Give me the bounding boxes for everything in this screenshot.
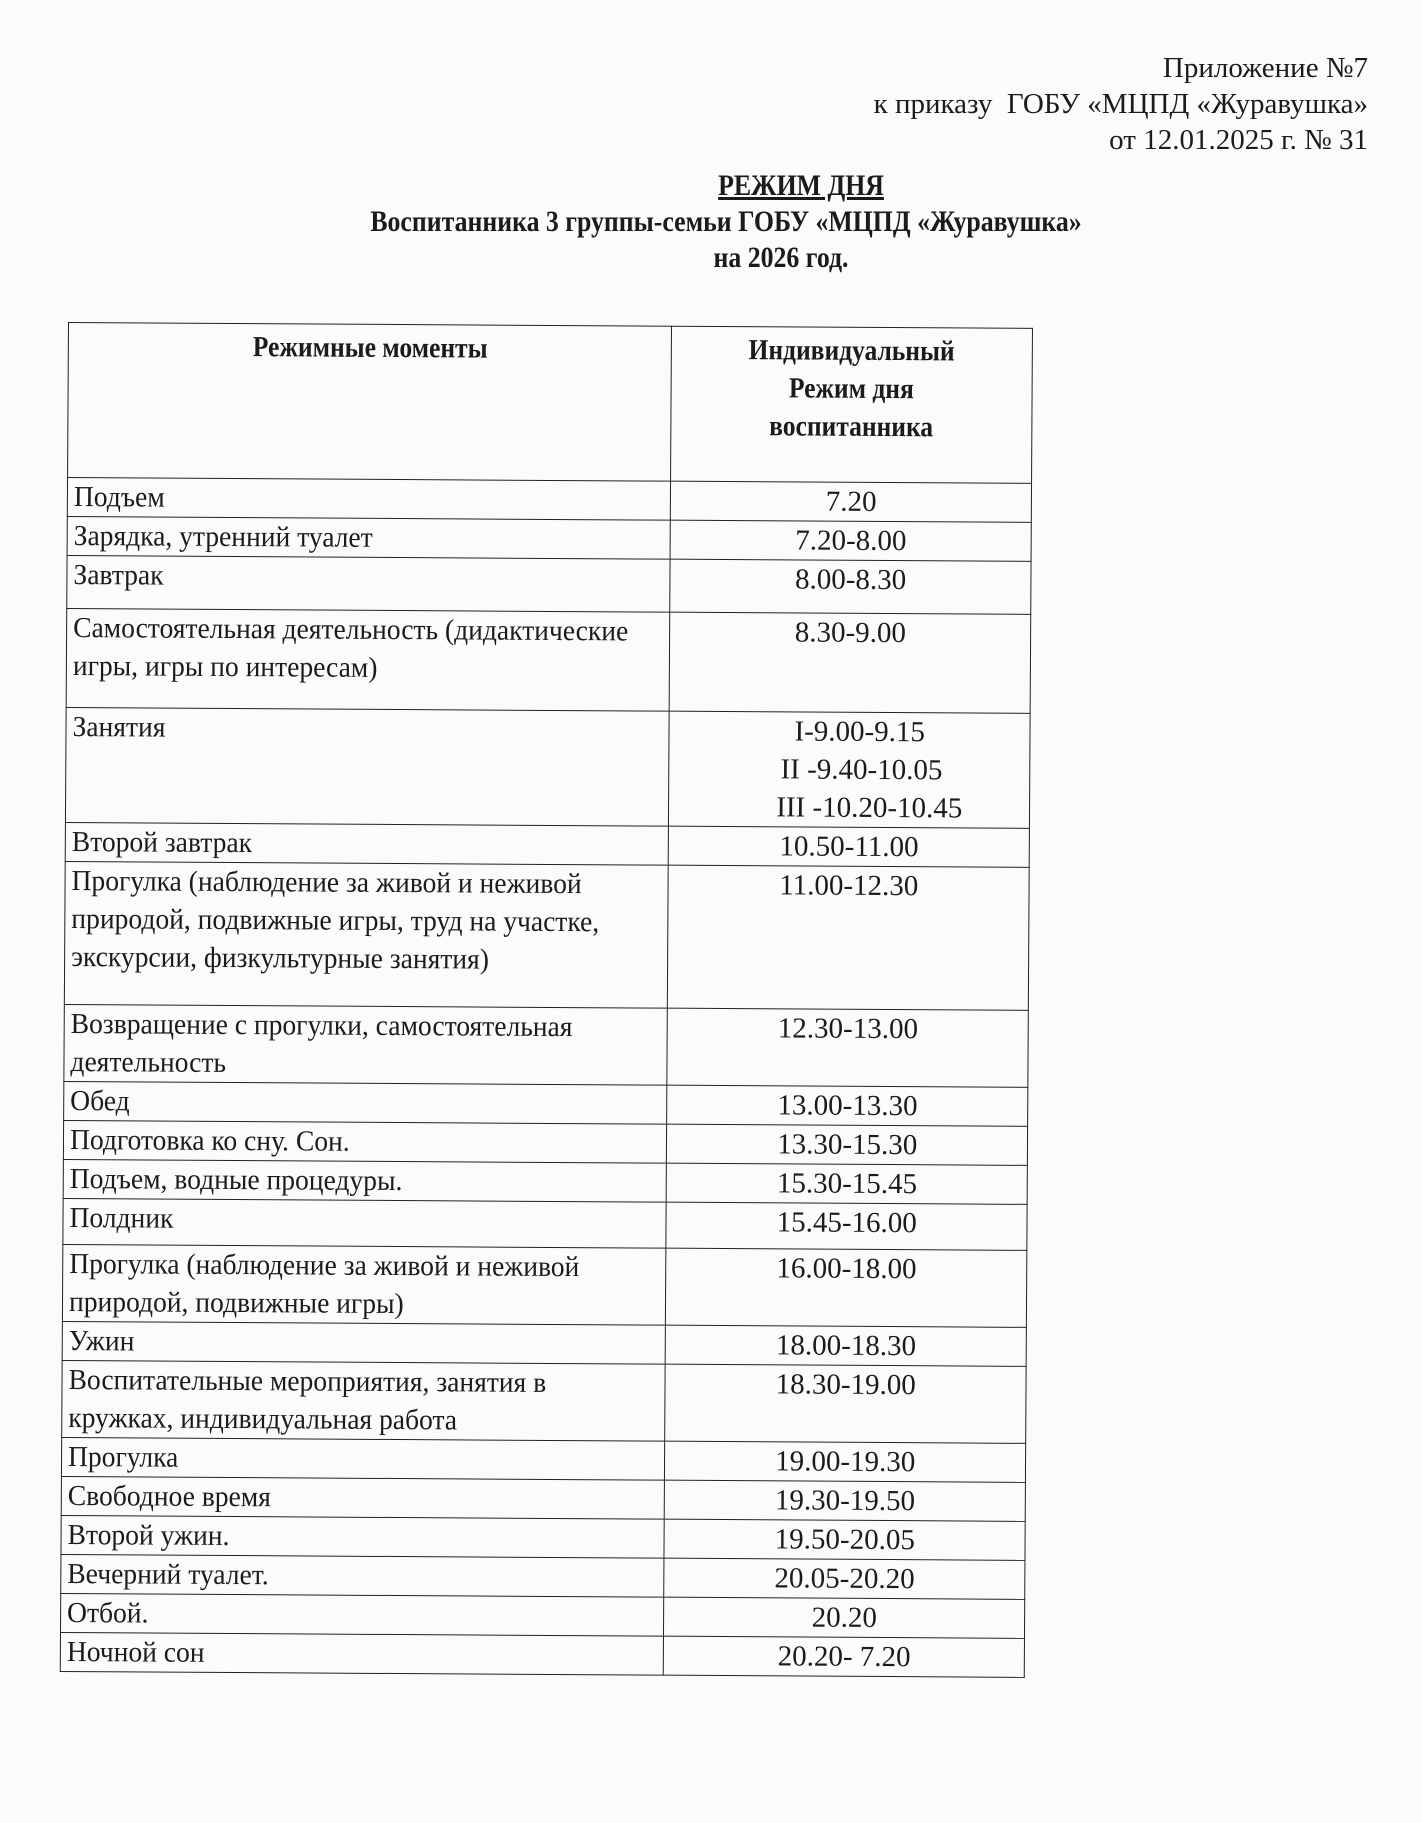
time-cell <box>669 826 1030 867</box>
table-row <box>61 1515 1025 1560</box>
activity-cell <box>61 1437 665 1480</box>
activity-text: Подъем, водные процедуры. <box>69 1163 403 1198</box>
activity-cell <box>67 478 671 521</box>
time-cell <box>668 865 1029 1010</box>
table-header-row <box>68 323 1033 484</box>
table-row <box>60 1632 1024 1677</box>
time-slot-line: I-9.00-9.15 <box>794 715 926 749</box>
table-row <box>62 1360 1026 1443</box>
time-cell <box>671 481 1032 522</box>
column-header-time-line1: Индивидуальный <box>748 334 956 368</box>
time-text: 8.30-9.00 <box>794 616 907 650</box>
time-cell <box>665 1441 1026 1482</box>
activity-text: Второй ужин. <box>67 1519 230 1553</box>
activity-cell <box>64 1081 668 1124</box>
time-text: 13.00-13.30 <box>777 1089 918 1123</box>
table-row <box>65 822 1029 867</box>
table-row <box>61 1437 1025 1482</box>
time-text: 7.20 <box>825 485 877 518</box>
activity-cell <box>65 822 669 865</box>
activity-cell <box>61 1476 665 1519</box>
column-header-activity-label: Режимные моменты <box>252 331 488 365</box>
table-row <box>64 861 1029 1010</box>
activity-cell <box>66 608 670 711</box>
time-text: 15.30-15.45 <box>776 1167 918 1201</box>
activity-cell <box>67 555 671 612</box>
activity-text: Возвращение с прогулки, самостоятельная деятельность <box>70 1008 573 1079</box>
time-text: 20.20- 7.20 <box>777 1640 911 1674</box>
activity-cell <box>63 1120 667 1163</box>
activity-cell <box>60 1632 664 1675</box>
time-text: 15.45-16.00 <box>776 1206 917 1240</box>
table-row <box>67 555 1031 614</box>
time-cell <box>666 1248 1027 1327</box>
activity-cell <box>67 516 671 559</box>
time-cell <box>667 1124 1028 1165</box>
activity-cell <box>63 1159 667 1202</box>
appendix-reference <box>874 50 1368 158</box>
time-cell <box>665 1364 1026 1443</box>
activity-cell <box>60 1593 664 1636</box>
activity-cell <box>61 1554 665 1597</box>
time-cell <box>669 711 1030 828</box>
time-text: 8.00-8.30 <box>794 563 907 597</box>
activity-cell <box>64 1004 668 1085</box>
table-row <box>64 1081 1028 1126</box>
time-cell <box>664 1519 1025 1560</box>
time-cell <box>665 1480 1026 1521</box>
time-text: 20.20 <box>811 1601 878 1634</box>
table-row <box>64 1004 1028 1087</box>
activity-text: Прогулка <box>67 1441 179 1474</box>
document-title: РЕЖИМ ДНЯ <box>718 169 884 202</box>
time-cell <box>666 1325 1027 1366</box>
table-row <box>63 1120 1027 1165</box>
activity-text: Зарядка, утренний туалет <box>73 520 373 554</box>
activity-cell <box>65 707 669 826</box>
time-cell <box>666 1202 1027 1250</box>
time-text: 12.30-13.00 <box>777 1012 919 1046</box>
daily-schedule-table <box>60 322 1033 1678</box>
time-cell <box>670 559 1031 614</box>
appendix-order: к приказу ГОБУ «МЦПД «Журавушка» <box>873 88 1368 120</box>
time-text: 16.00-18.00 <box>776 1252 917 1286</box>
table-row <box>63 1159 1027 1204</box>
table-row <box>61 1476 1025 1521</box>
time-text: 10.50-11.00 <box>779 830 919 864</box>
time-cell <box>664 1636 1025 1677</box>
table-row <box>67 516 1031 561</box>
time-text: 19.00-19.30 <box>775 1445 916 1479</box>
activity-text: Прогулка (наблюдение за живой и неживой природой, подвижные игры) <box>68 1248 580 1321</box>
table-row <box>62 1321 1026 1366</box>
activity-text: Полдник <box>69 1202 174 1235</box>
table-row <box>63 1198 1027 1250</box>
activity-text: Подготовка ко сну. Сон. <box>69 1124 350 1158</box>
activity-cell <box>63 1198 667 1248</box>
activity-text: Подъем <box>73 481 165 514</box>
table-row <box>60 1593 1024 1638</box>
activity-cell <box>62 1321 666 1364</box>
appendix-number: Приложение №7 <box>1162 52 1368 84</box>
activity-cell <box>62 1360 666 1441</box>
time-slot-line: III -10.20-10.45 <box>776 791 963 825</box>
activity-text: Воспитательные мероприятия, занятия в кружках, индивидуальная работа <box>68 1364 547 1437</box>
time-cell <box>667 1163 1028 1204</box>
time-cell <box>664 1597 1025 1638</box>
activity-text: Прогулка (наблюдение за живой и неживой природой, подвижные игры, труд на участке, экскурсии, физкультурные занятия) <box>71 865 600 976</box>
activity-text: Свободное время <box>67 1480 271 1514</box>
activity-text: Второй завтрак <box>71 826 253 860</box>
table-row <box>66 608 1031 713</box>
activity-cell <box>61 1515 665 1558</box>
time-cell <box>667 1008 1028 1087</box>
time-text: 13.30-15.30 <box>777 1128 918 1162</box>
column-header-time-line2: Режим дня <box>789 372 915 406</box>
column-header-activity <box>68 323 672 482</box>
table-row <box>65 707 1030 828</box>
activity-text: Ночной сон <box>66 1636 205 1669</box>
time-text: 18.30-19.00 <box>775 1368 916 1402</box>
document-subtitle: Воспитанника 3 группы-семьи ГОБУ «МЦПД «Журавушка» <box>370 205 1082 238</box>
time-cell <box>664 1558 1025 1599</box>
time-cell <box>671 520 1032 561</box>
column-header-time <box>671 326 1032 483</box>
time-slot-line: II -9.40-10.05 <box>780 753 943 787</box>
activity-text: Занятия <box>72 711 166 744</box>
document-year: на 2026 год. <box>713 241 849 274</box>
activity-text: Отбой. <box>67 1597 149 1630</box>
column-header-time-line3: воспитанника <box>769 410 934 444</box>
time-text: 19.30-19.50 <box>774 1484 916 1518</box>
activity-text: Вечерний туалет. <box>67 1558 269 1592</box>
activity-text: Обед <box>70 1085 130 1118</box>
activity-text: Завтрак <box>73 559 164 592</box>
activity-cell <box>62 1244 666 1325</box>
activity-text: Ужин <box>68 1325 135 1358</box>
table-row <box>61 1554 1025 1599</box>
time-cell <box>667 1085 1028 1126</box>
document-title-block <box>0 168 1422 276</box>
time-text: 18.00-18.30 <box>775 1329 917 1363</box>
table-row <box>67 478 1031 523</box>
activity-text: Самостоятельная деятельность (дидактические игры, игры по интересам) <box>72 612 629 684</box>
time-text: 20.05-20.20 <box>774 1562 915 1596</box>
time-cell <box>670 612 1031 713</box>
time-text: 19.50-20.05 <box>774 1523 915 1557</box>
table-row <box>62 1244 1026 1327</box>
appendix-date: от 12.01.2025 г. № 31 <box>1109 124 1368 156</box>
activity-cell <box>64 861 668 1008</box>
time-text: 11.00-12.30 <box>779 869 919 903</box>
time-text: 7.20-8.00 <box>795 524 907 558</box>
